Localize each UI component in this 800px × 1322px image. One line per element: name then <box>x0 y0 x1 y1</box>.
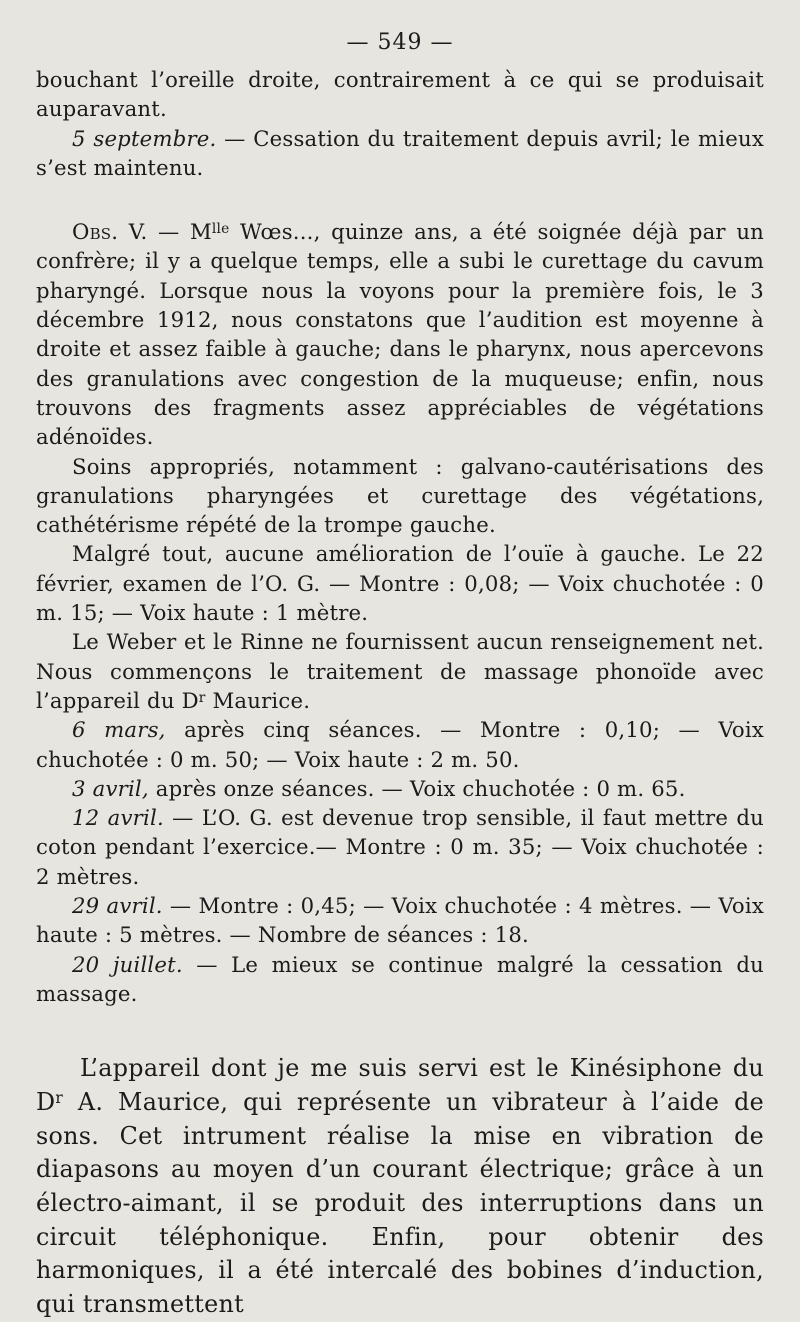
entry-date: 6 mars, <box>72 717 166 743</box>
honorific: — M <box>147 219 212 245</box>
observation-text: Wœs..., quinze ans, a été soignée déjà par un confrère; il y a quelque temps, elle a subi le curettage du cavum pharyngé. Lorsque nous la voyons pour la première fois, le 3 décembre 1912, nous constatons que l’audition est moyenne à droite et assez faible à gauche; dans le pharynx, nous apercevons des granulations avec congestion de la muqueuse; enfin, nous trouvons des fragments assez appréciables de végétations adénoïdes. <box>36 219 765 450</box>
body-text-start: L’appareil dont je me suis servi est le Kinésiphone du D <box>36 1054 764 1116</box>
log-entry <box>36 774 764 803</box>
entry-date: 3 avril, <box>72 775 149 801</box>
doctor-superscript: r <box>198 689 206 706</box>
log-entry <box>36 950 764 1009</box>
weber-text: Le Weber et le Rinne ne fournissent aucun renseignement net. Nous commençons le traitement de massage phonoïde avec l’appareil du D <box>36 629 764 713</box>
intro-paragraph: bouchant l’oreille droite, contrairement à ce qui se produisait auparavant. <box>36 67 764 122</box>
page-number: — 549 — <box>346 30 454 55</box>
entry-date: 12 avril. <box>72 805 164 831</box>
entry-text: — L’O. G. est devenue trop sensible, il faut mettre du coton pendant l’exercice.— Montre : 0 m. 35; — Voix chuchotée : 2 mètres. <box>36 805 764 889</box>
entry-text: après onze séances. — Voix chuchotée : 0 m. 65. <box>148 775 686 801</box>
log-entry <box>36 715 764 774</box>
exam-paragraph: Malgré tout, aucune amélioration de l’ouïe à gauche. Le 22 février, examen de l’O. G. — Montre : 0,08; — Voix chuchotée : 0 m. 15; — Voix haute : 1 mètre. <box>36 541 764 626</box>
observation-label: Obs. V. <box>72 219 148 245</box>
honorific-superscript: lle <box>211 221 230 237</box>
weber-paragraph <box>36 627 764 715</box>
entry-text: — Le mieux se continue malgré la cessation du massage. <box>36 951 764 1006</box>
page <box>36 30 765 1319</box>
entry-date: 5 septembre. <box>72 125 217 151</box>
log-entry <box>36 803 764 891</box>
entry-text: — Montre : 0,45; — Voix chuchotée : 4 mètres. — Voix haute : 5 mètres. — Nombre de séances : 18. <box>36 893 764 948</box>
entry-date: 29 avril. <box>72 893 163 919</box>
observation-paragraph <box>36 217 764 451</box>
log-entry <box>36 891 764 950</box>
doctor-superscript: r <box>55 1088 64 1107</box>
weber-end: Maurice. <box>205 687 311 713</box>
entry-text: après cinq séances. — Montre : 0,10; — Voix chuchotée : 0 m. 50; — Voix haute : 2 m. 50. <box>36 717 764 772</box>
body-text-rest: A. Maurice, qui représente un vibrateur à l’aide de sons. Cet intrument réalise la mise en vibration de diapasons au moyen d’un courant électrique; grâce à un électro-aimant, il se produit des interruptions dans un circuit téléphonique. Enfin, pour obtenir des harmoniques, il a été intercalé des bobines d’induction, qui transmettent <box>36 1087 764 1319</box>
body-paragraph <box>36 1052 764 1322</box>
entry-text: — Cessation du traitement depuis avril; le mieux s’est maintenu. <box>36 125 765 180</box>
september-entry <box>36 124 764 183</box>
entry-date: 20 juillet. <box>72 951 183 977</box>
treatment-paragraph: Soins appropriés, notamment : galvano-cautérisations des granulations pharyngées et curettage des végétations, cathétérisme répété de la trompe gauche. <box>36 453 764 538</box>
